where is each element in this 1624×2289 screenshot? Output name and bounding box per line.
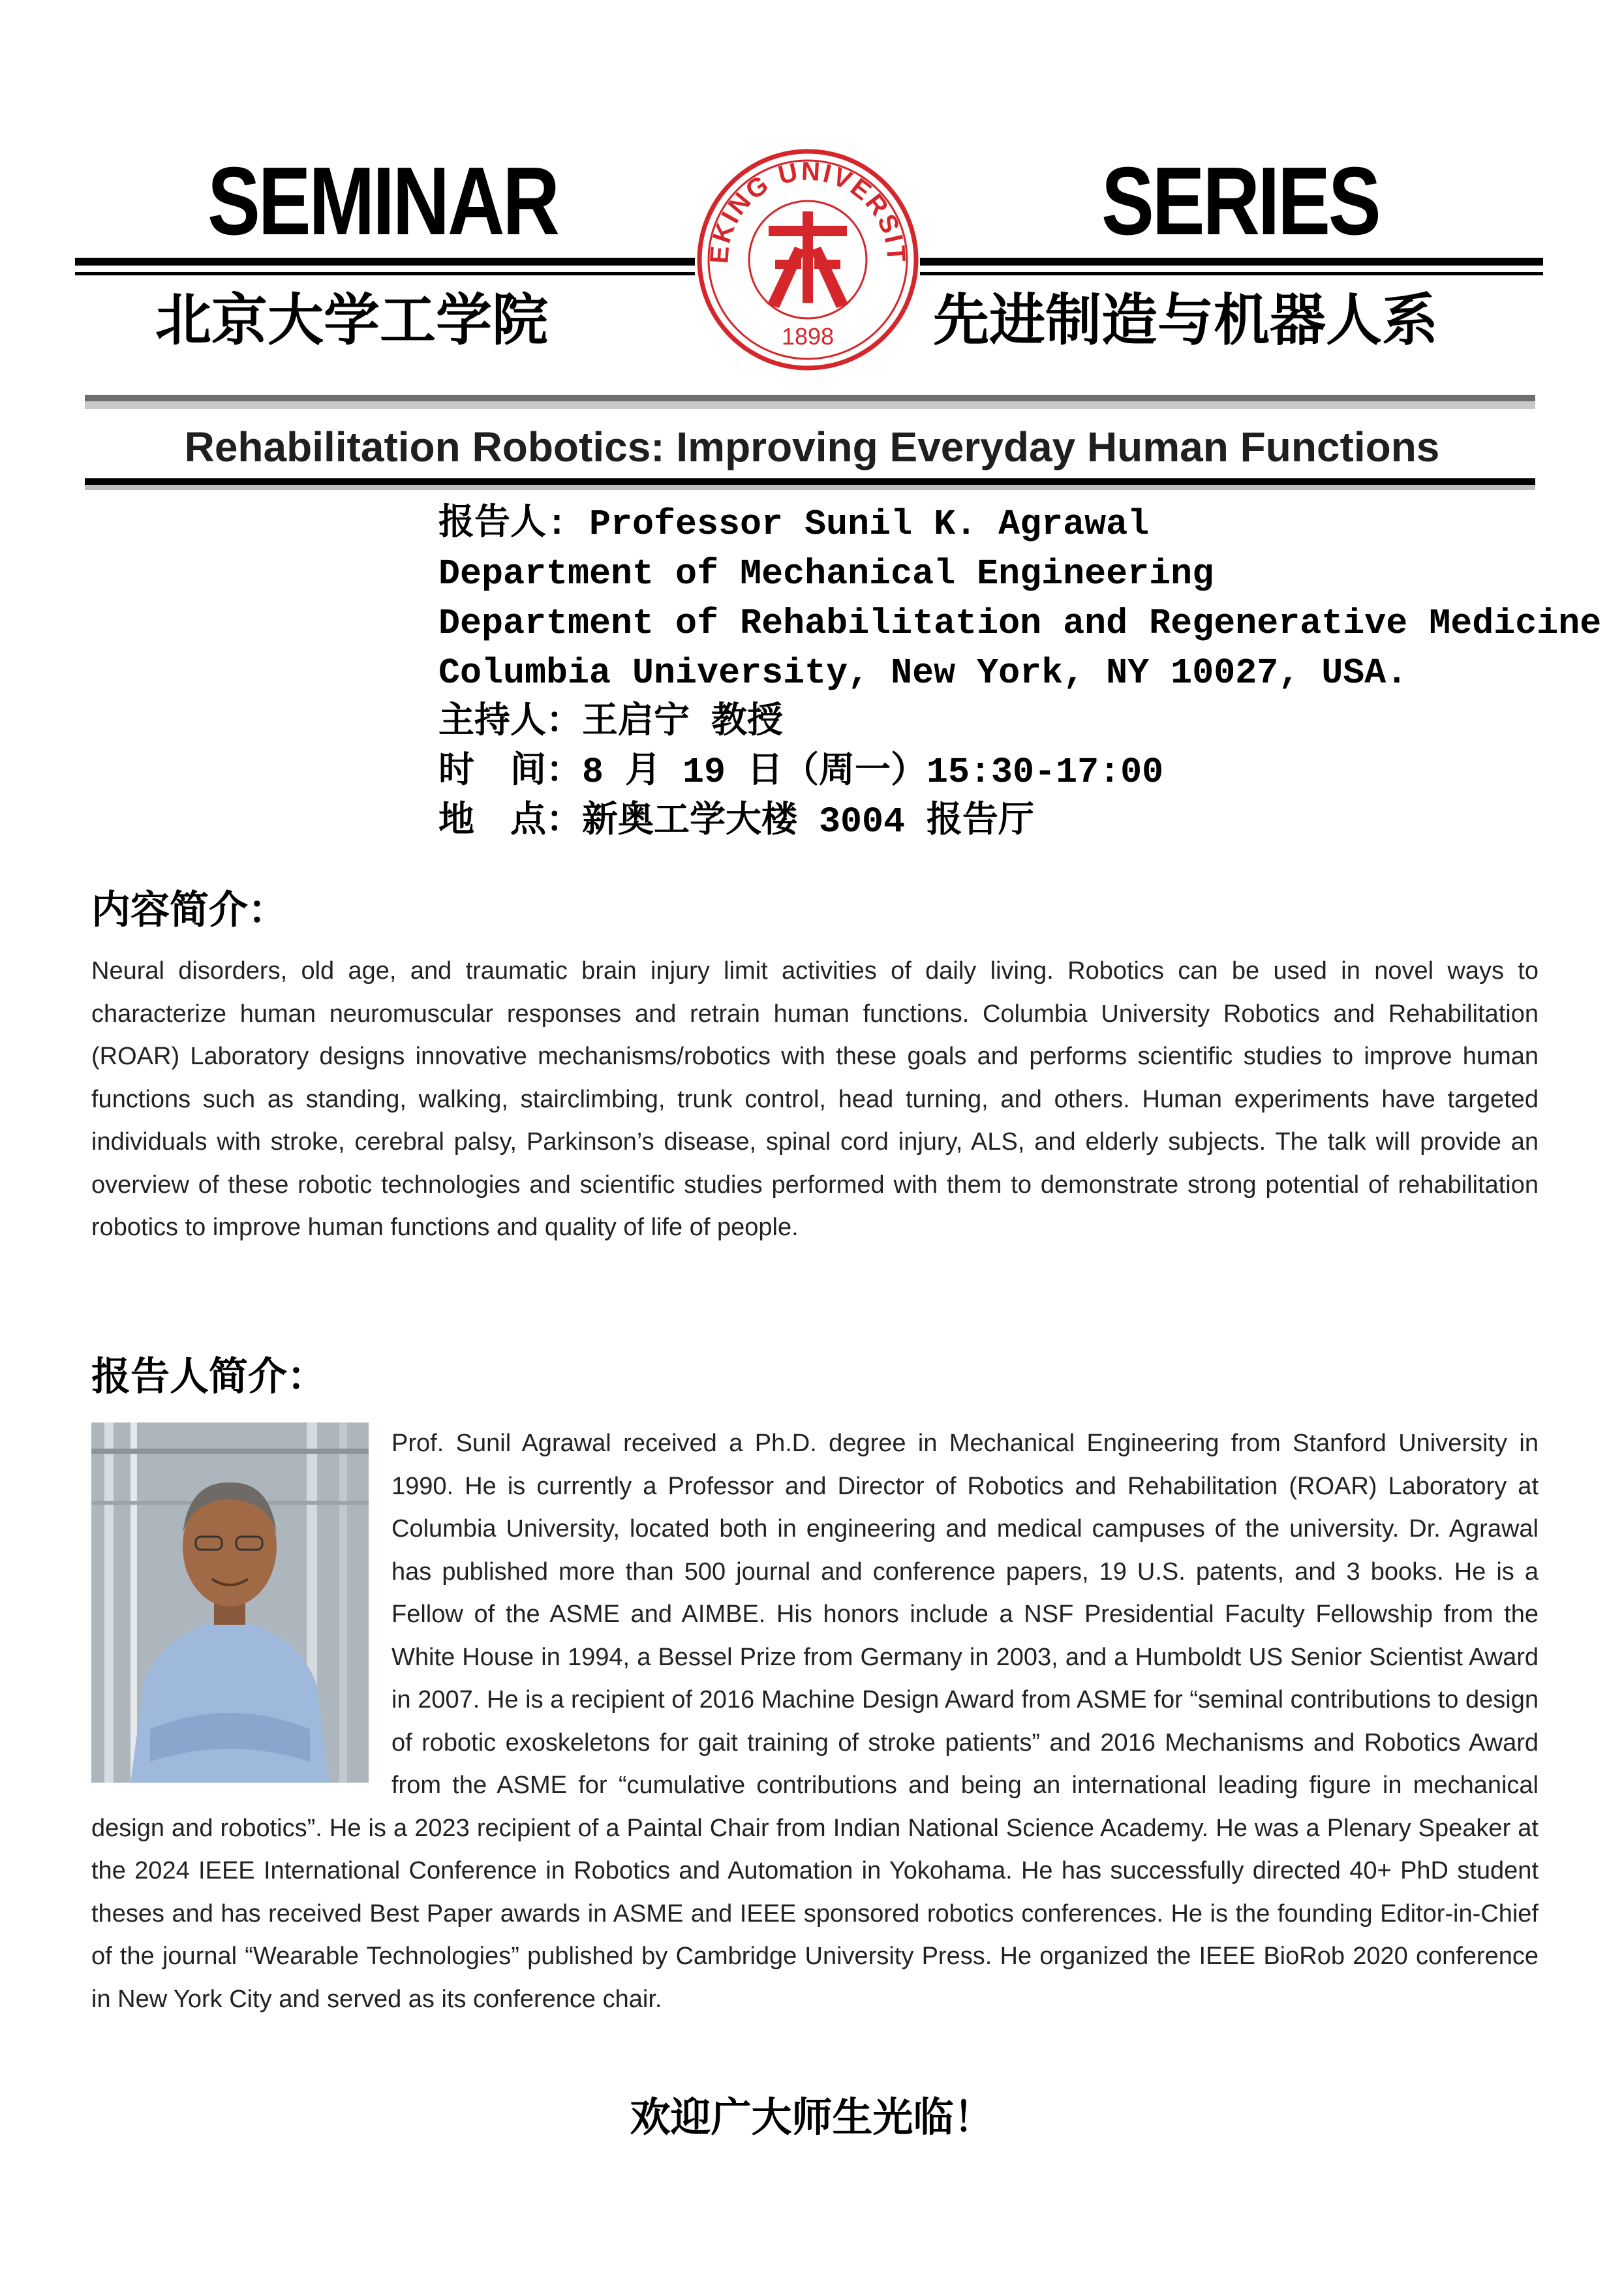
bio-wrap bbox=[91, 1422, 1539, 2021]
speaker-institution: Columbia University, New York, NY 10027, USA. bbox=[438, 653, 1408, 694]
speaker-dept-1: Department of Mechanical Engineering bbox=[438, 553, 1214, 594]
header-rule-right-thin bbox=[920, 272, 1543, 275]
host: 主持人：王启宁 教授 bbox=[438, 702, 784, 743]
header-rule-left-thin bbox=[75, 272, 695, 275]
title-bottom-rule-light bbox=[85, 485, 1535, 490]
title-top-rule-gray bbox=[85, 395, 1535, 401]
bio-heading: 报告人简介： bbox=[91, 1354, 326, 1400]
speaker-name: 报告人: Professor Sunil K. Agrawal bbox=[438, 504, 1150, 545]
seminar-title: SEMINAR bbox=[207, 147, 558, 255]
speaker-photo bbox=[91, 1422, 369, 1783]
college-name: 北京大学工学院 bbox=[155, 288, 548, 353]
event-location: 地 点：新奥工学大楼 3004 报告厅 bbox=[438, 801, 1035, 842]
seal-year: 1898 bbox=[781, 323, 835, 350]
talk-title: Rehabilitation Robotics: Improving Everyday Human Functions bbox=[184, 423, 1440, 470]
department-name: 先进制造与机器人系 bbox=[933, 288, 1438, 353]
abstract-text: Neural disorders, old age, and traumatic brain injury limit activities of daily living. Robotics can be used in novel ways to characterize human neuromuscular responses and retrain human functions. Columbia University Robotics and Rehabilitation (ROAR) Laboratory designs innovative mechanisms/robotics with these goals and performs scientific studies to improve human functions such as standing, walking, stairclimbing, trunk control, head turning, and others. Human experiments have targeted individuals with stroke, cerebral palsy, Parkinson’s disease, spinal cord injury, ALS, and elderly subjects. The talk will provide an overview of these robotic technologies and scientific studies performed with them to demonstrate strong potential of rehabilitation robotics to improve human functions and quality of life of people. bbox=[91, 957, 1539, 1241]
series-title: SERIES bbox=[1101, 147, 1379, 255]
header-rule-left-thick bbox=[75, 258, 695, 266]
bio-text: Prof. Sunil Agrawal received a Ph.D. degree in Mechanical Engineering from Stanford University in 1990. He is currently a Professor and Director of Robotics and Rehabilitation (ROAR) Laboratory at Columbia University, located both in engineering and medical campuses of the university. Dr. Agrawal has published more than 500 journal and conference papers, 19 U.S. patents, and 3 books. He is a Fellow of the ASME and AIMBE. His honors include a NSF Presidential Faculty Fellowship from the White House in 1994, a Bessel Prize from Germany in 2003, and a Humboldt US Senior Scientist Award in 2007. He is a recipient of 2016 Machine Design Award from ASME for “seminal contributions to design of robotic exoskeletons for gait training of stroke patients” and 2016 Mechanisms and Robotics Award from the ASME for “cumulative contributions and being an international leading figure in mechanical design and robotics”. He is a 2023 recipient of a Paintal Chair from Indian National Science Academy. He was a Plenary Speaker at the 2024 IEEE International Conference in Robotics and Automation in Yokohama. He has successfully directed 40+ PhD student theses and has received Best Paper awards in ASME and IEEE sponsored robotics conferences. He is the founding Editor-in-Chief of the journal “Wearable Technologies” published by Cambridge University Press. He organized the IEEE BioRob 2020 conference in New York City and served as its conference chair. bbox=[91, 1430, 1539, 2013]
closing-welcome: 欢迎广大师生光临！ bbox=[630, 2093, 994, 2141]
speaker-info bbox=[438, 500, 1601, 847]
abstract-heading: 内容简介： bbox=[91, 887, 287, 933]
event-time: 时 间：8 月 19 日（周一）15:30-17:00 bbox=[438, 752, 1164, 793]
seal-university-text: EKING UNIVERSIT bbox=[705, 157, 911, 265]
title-top-rule-light bbox=[85, 401, 1535, 409]
header-rule-right-thick bbox=[920, 258, 1543, 266]
title-bottom-rule-thick bbox=[85, 478, 1535, 485]
speaker-dept-2: Department of Rehabilitation and Regenerative Medicine bbox=[438, 603, 1602, 644]
peking-university-seal-icon bbox=[697, 149, 919, 371]
